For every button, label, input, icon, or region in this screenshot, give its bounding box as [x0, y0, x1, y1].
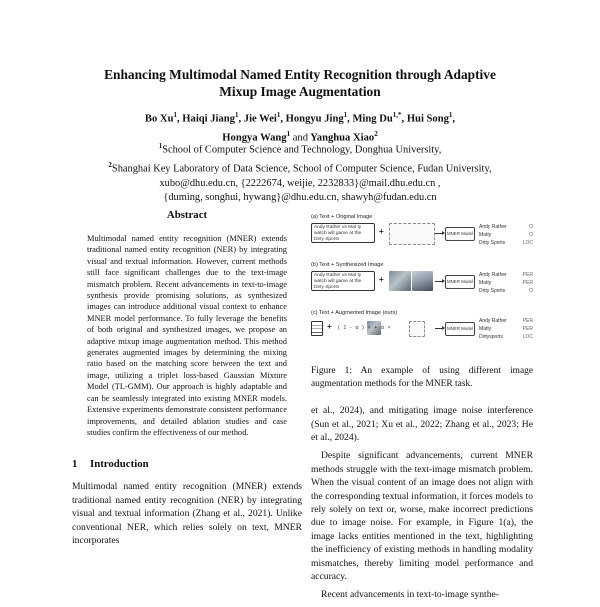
affiliation-2	[50, 158, 550, 177]
affiliations	[50, 139, 550, 206]
arrow-icon	[435, 281, 443, 282]
section-heading-introduction	[72, 458, 302, 470]
paper-title	[60, 66, 540, 100]
emails-line-1: xubo@dhu.edu.cn, {2222674, weijie, 2232833}@mail.dhu.edu.cn ,	[159, 177, 441, 189]
result-row	[479, 231, 533, 239]
author-sup: 1	[286, 129, 291, 138]
synthesized-image-thumbnail	[389, 271, 411, 291]
mner-model-box: MNER Model	[445, 275, 475, 289]
abstract-text: Multimodal named entity recognition (MNER) extends traditional named entity recognition (NER) by integrating visual and textual information. However, current methods still face significant challenges due to the text-image mismatch problem. Recent advancements in text-to-image synthesis provide promising solutions, as synthesized images can introduce additional visual context to enhance MNER model performance. To fully leverage the benefits of both original and synthesized images, we propose an adaptive mixup image augmentation method. This method generates augmented images by determining the mixing ratio based on the matching score between the text and image, utilizing a triplet loss-based Gaussian Mixture Model (TL-GMM). Our approach is highly adaptable and can be seamlessly integrated into existing MNER models. Extensive experiments demonstrate consistent performance improvements, and detailed ablation studies and case studies confirm the effectiveness of our method.	[87, 234, 287, 437]
and-word: and	[292, 132, 309, 144]
result-tag: PER	[522, 272, 533, 278]
affiliation-text: School of Computer Science and Technology, Donghua University,	[162, 144, 442, 156]
result-tag: O	[529, 232, 533, 238]
author-sup: 1	[173, 111, 177, 119]
paragraph: Despite significant advancements, current MNER methods struggle with the text-image mismatch problem. When the visual content of an image does not align with the corresponding textual information, it forces models to rely solely on text or, worse, make incorrect predictions due to image noise. For example, in Figure 1(a), the image lacks entities mentioned in the text, highlighting the inefficiency of existing methods in handling modality mismatches, thereby limiting model performance and accuracy.	[311, 450, 533, 583]
result-tag: PER	[522, 318, 533, 324]
result-tag: O	[529, 224, 533, 230]
result-row	[479, 223, 533, 231]
panel-label: (b) Text + Synthesized Image	[311, 262, 384, 268]
author-sup: 1	[234, 111, 239, 119]
mner-model-box: MNER Model	[445, 322, 475, 336]
text-box: Andy Rather vs Mat ty watch will game at the Dirty Sports	[311, 223, 375, 243]
author-name: Jie Wei	[243, 113, 277, 125]
left-column	[72, 209, 302, 552]
author-name: Hongya Wang	[222, 132, 287, 144]
section-title: Introduction	[90, 458, 149, 471]
affiliation-text: Shanghai Key Laboratory of Data Science, School of Computer Science, Fudan University,	[111, 163, 492, 175]
result-row	[479, 287, 533, 295]
plus-icon: +	[327, 322, 332, 331]
result-entity: Andy Rather	[479, 272, 507, 278]
text-box: Andy Rather vs Mat ty watch will game at the Dirty Sports	[311, 271, 375, 291]
paragraph: Recent advancements in text-to-image synthe-	[321, 589, 499, 601]
figure-caption: Figure 1: An example of using different image augmentation methods for the MNER task.	[311, 366, 533, 389]
right-body-text	[311, 404, 533, 602]
result-entity: Dirty Sports	[479, 240, 506, 246]
abstract-heading: Abstract	[166, 209, 208, 221]
result-list	[479, 271, 533, 295]
result-entity: Matty	[479, 280, 492, 286]
figure-panel-a	[311, 214, 533, 260]
result-tag: LOC	[522, 334, 533, 340]
author-name: Hongyu Jing	[285, 113, 344, 125]
result-entity: Matty	[479, 232, 492, 238]
mner-model-box: MNER Model	[445, 227, 475, 241]
result-tag: PER	[522, 280, 533, 286]
affiliation-sup: 2	[108, 160, 112, 169]
author-sup: 1	[276, 111, 281, 119]
synthesized-image-thumbnail	[412, 271, 433, 291]
panel-label: (c) Text + Augmented Image (ours)	[311, 310, 398, 316]
result-tag: PER	[522, 326, 533, 332]
arrow-icon	[435, 328, 443, 329]
result-row	[479, 333, 533, 341]
title-line-2: Mixup Image Augmentation	[219, 84, 381, 99]
emails-line-2: {duming, songhui, hywang}@dhu.edu.cn, shawyh@fudan.edu.cn	[163, 192, 437, 204]
result-tag: O	[529, 288, 533, 294]
paragraph: et al., 2024), and mitigating image noise interference (Sun et al., 2021; Xu et al., 2022; Zhang et al., 2023; He et al., 2024).	[311, 405, 533, 443]
author-name: Yanghua Xiao	[310, 132, 375, 144]
author-name: Hui Song	[406, 113, 449, 125]
author-name: Haiqi Jiang	[182, 113, 235, 125]
author-name: Ming Du	[352, 113, 393, 125]
result-row	[479, 239, 533, 247]
author-sup: 2	[374, 129, 378, 138]
document-icon	[311, 321, 323, 336]
result-entity: Andy Rather	[479, 318, 507, 324]
figure-panel-c	[311, 310, 533, 354]
result-row	[479, 271, 533, 279]
result-row	[479, 279, 533, 287]
affiliation-1	[50, 139, 550, 158]
affiliation-sup: 1	[158, 142, 163, 150]
result-row	[479, 317, 533, 325]
author-line-1: Bo Xu$^1$, Haiqi Jiang$^1$, Jie Wei$^1$, Hongyu Jing$^1$, Ming $Du^{1,*}$, Hui Song$^1$,	[144, 111, 456, 125]
result-entity: Matty	[479, 326, 492, 332]
author-sup: 1	[343, 111, 348, 119]
arrow-icon	[435, 233, 443, 234]
result-entity: Dirty Sports	[479, 288, 506, 294]
plus-icon: +	[379, 275, 384, 284]
result-list	[479, 223, 533, 247]
author-sup: 1	[448, 111, 453, 119]
figure-panel-b	[311, 262, 533, 308]
panel-label: (a) Text + Original Image	[311, 214, 373, 220]
intro-text	[72, 480, 302, 547]
result-row	[479, 325, 533, 333]
mixup-formula: ( 1 - α ) × + α ×	[338, 325, 392, 331]
original-image-thumbnail	[389, 223, 435, 245]
result-entity: Dirtysports	[479, 334, 503, 340]
result-tag: LOC	[522, 240, 533, 246]
figure-1	[311, 214, 533, 354]
author-name: Bo Xu	[144, 113, 174, 125]
plus-icon: +	[379, 227, 384, 236]
result-entity: Andy Rather	[479, 224, 507, 230]
author-sup: 1,*	[392, 111, 402, 119]
intro-paragraph: Multimodal named entity recognition (MNER) extends traditional named entity recognition (NER) by integrating visual and textual information (Zhang et al., 2021). Unlike conventional NER, which relies solely on text, MNER incorporates	[72, 481, 302, 546]
section-number: 1	[72, 458, 78, 471]
right-column	[311, 214, 533, 607]
result-list	[479, 317, 533, 341]
title-line-1: Enhancing Multimodal Named Entity Recognition through Adaptive	[104, 67, 496, 82]
